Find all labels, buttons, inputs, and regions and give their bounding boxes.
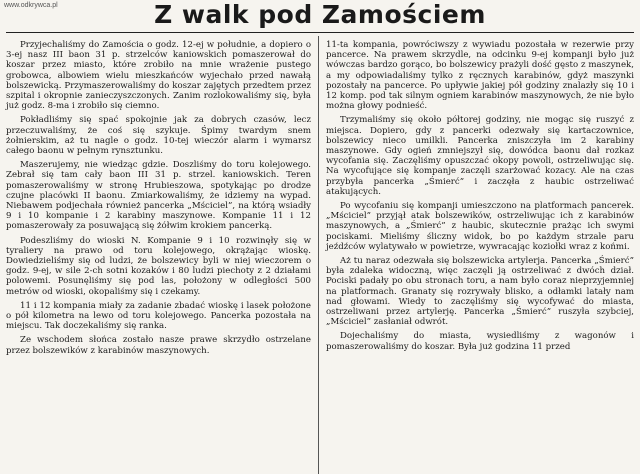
article-title: Z walk pod Zamościem [154, 0, 486, 29]
paragraph: Podeszliśmy do wioski N. Kompanie 9 i 10 rozwinęły się w tyraliery na prawo od toru kolejowego, okrążając wioskę. Dowiedzieliśmy się od ludzi, że bolszewicy byli w niej wieczorem o godz. 9-ej, w sile 2-ch sotni kozaków i 80 ludzi piechoty z 2 działami polowemi. Posunęliśmy się pod las, położony w odległości 500 metrów od wioski, okopaliśmy się i czekamy. [6, 235, 311, 297]
right-column [326, 40, 634, 356]
paragraph: Ze wschodem słońca zostało nasze prawe skrzydło ostrzelane przez bolszewików z karabinów maszynowych. [6, 335, 311, 356]
paragraph: Dojechaliśmy do miasta, wysiedliśmy z wagonów i pomaszerowaliśmy do koszar. Była już godzina 11 przed [326, 331, 634, 352]
paragraph: Maszerujemy, nie wiedząc gdzie. Doszliśmy do toru kolejowego. Zebrał się tam cały baon III 31 p. strzel. kaniowskich. Teren pomaszerowaliśmy w stronę Hrubieszowa, spotykając po drodze czujne placówki II baonu. Zmiarkowaliśmy, że idziemy na wypad. Niebawem podjechała również pancerka „Mściciel”, na którą wsiadły 9 i 10 kompanie i 2 karabiny maszynowe. Kompanie 11 i 12 pomaszerowały za posuwającą się żółwim krokiem pancerką. [6, 160, 311, 232]
left-column [6, 40, 311, 360]
paragraph: 11 i 12 kompania miały za zadanie zbadać wioskę i lasek położone o pół kilometra na lewo od toru kolejowego. Pancerka pozostała na miejscu. Tak doczekaliśmy się ranka. [6, 300, 311, 332]
paragraph: 11-ta kompania, powróciwszy z wywiadu pozostała w rezerwie przy pancerce. Na prawem skrzydle, na odcinku 9-ej kompanji było już wówczas bardzo gorąco, bo bolszewicy prażyli dość gęsto z maszynek, a my odpowiadaliśmy tylko z ręcznych karabinów, gdyż maszynki pozostały na pancerce. Po upływie jakiej pół godziny znalazły się 10 i 12 komp. pod tak silnym ogniem karabinów maszynowych, że nie było można głowy podnieść. [326, 40, 634, 112]
paragraph: Aż tu naraz odezwała się bolszewicka artylerja. Pancerka „Śmierć” była zdaleka widoczną, więc zaczęli ją ostrzeliwać z dwóch dział. Pociski padały po obu stronach toru, a nam było coraz nieprzyjemniej na platformach. Granaty się rozrywały blisko, a odłamki latały nam nad głowami. Wiedy to zaczęliśmy się wycofywać do miasta, ostrzeliwani przez artylerję. Pancerka „Śmierć” ruszyła szybciej, „Mściciel” zasłaniał odwrót. [326, 256, 634, 328]
paragraph: Trzymaliśmy się około półtorej godziny, nie mogąc się ruszyć z miejsca. Dopiero, gdy z pancerki odezwały się kartaczownice, bolszewicy nieco umilkli. Pancerka zniszczyła im 2 karabiny maszynowe. Gdy ogień zmniejszył się, dowódca baonu dał rozkaz wycofania się. Zaczęliśmy opuszczać okopy powoli, ostrzeliwując się. Na wycofujące się kompanje zaczęli szarżować kozacy. Ale na czas przybyła pancerka „Śmierć” i zaczęła z haubic ostrzeliwać atakujących. [326, 115, 634, 197]
column-divider [318, 36, 319, 474]
title-rule [6, 32, 634, 33]
paragraph: Pokładliśmy się spać spokojnie jak za dobrych czasów, lecz przeczuwaliśmy, że coś się szykuje. Śpimy twardym snem żołnierskim, aż tu nagle o godz. 10-tej wieczór alarm i wymarsz całego baonu w pełnym rynsztunku. [6, 115, 311, 157]
paragraph: Po wycofaniu się kompanji umieszczono na platformach pancerek. „Mściciel” przyjął atak bolszewików, ostrzeliwując ich z karabinów maszynowych, a „Śmierć” z haubic, skutecznie prażąc ich swymi pociskami. Mieliśmy śliczny widok, bo po każdym strzale paru jeźdźców wylatywało w powietrze, wywracając koziołki wraz z końmi. [326, 201, 634, 252]
source-watermark: www.odkrywca.pl [4, 2, 58, 9]
paragraph: Przyjechaliśmy do Zamościa o godz. 12-ej w południe, a dopiero o 3-ej nasz III baon 31 p. strzelców kaniowskich pomaszerował do koszar przez miasto, które zrobiło na mnie wrażenie pustego grobowca, albowiem wielu mieszkańców wyjechało przed nawałą bolszewicką. Przymaszerowaliśmy do koszar zajętych przedtem przez szpital i okropnie zanieczyszczonych. Zanim rozlokowaliśmy się, była już godz. 8-ma i zrobiło się ciemno. [6, 40, 311, 112]
